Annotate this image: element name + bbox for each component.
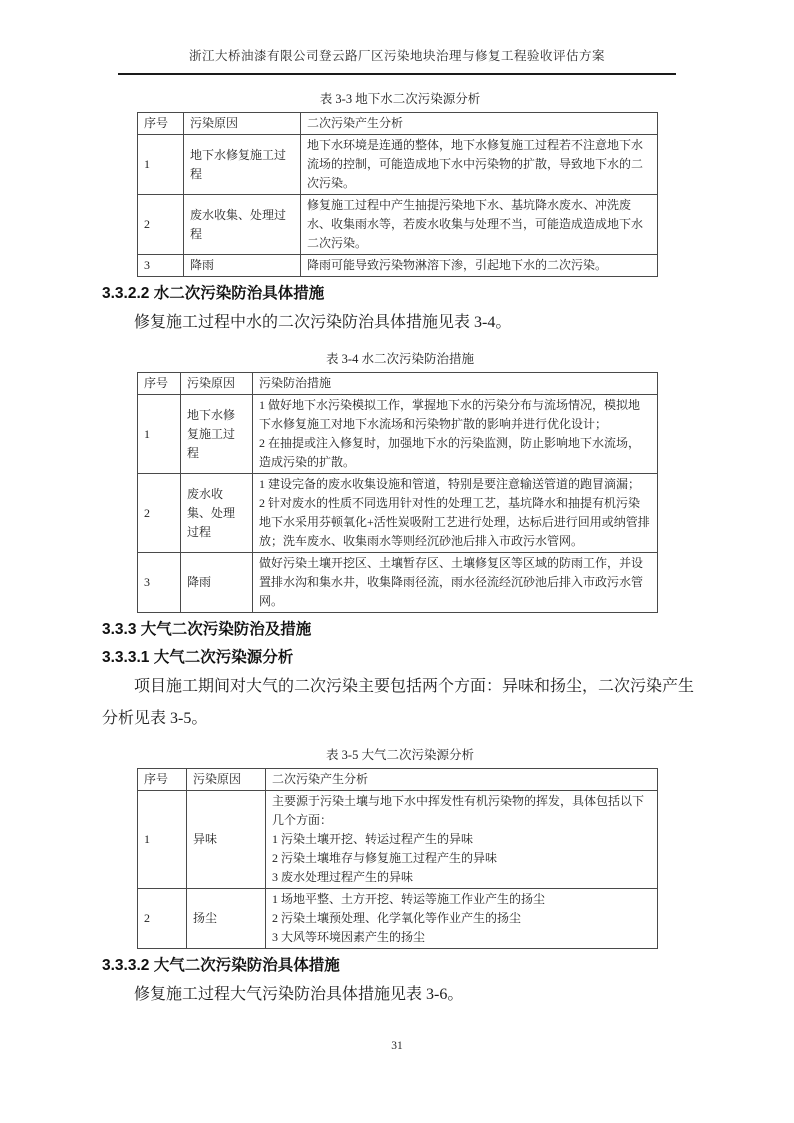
column-header-no: 序号 <box>138 769 187 791</box>
cell-analysis: 地下水环境是连通的整体，地下水修复施工过程若不注意地下水流场的控制，可能造成地下水中污染物的扩散，导致地下水的二次污染。 <box>301 135 658 195</box>
analysis-item: 2 污染土壤预处理、化学氧化等作业产生的扬尘 <box>272 911 522 925</box>
cell-no: 1 <box>138 791 187 889</box>
cell-no: 2 <box>138 195 184 255</box>
analysis-item: 1 场地平整、土方开挖、转运等施工作业产生的扬尘 <box>272 892 546 906</box>
measure-item: 做好污染土壤开挖区、土壤暂存区、土壤修复区等区域的防雨工作，并设置排水沟和集水井，收集降雨径流，雨水径流经沉砂池后排入市政污水管网。 <box>259 556 644 608</box>
paragraph-3-3-3-1: 项目施工期间对大气的二次污染主要包括两个方面：异味和扬尘，二次污染产生分析见表 3-5。 <box>102 678 695 727</box>
cell-measures <box>253 474 658 553</box>
table-row <box>138 791 658 889</box>
section-heading-3-3-3-2: 3.3.3.2 大气二次污染防治具体措施 <box>102 957 340 974</box>
paragraph-3-3-3-2: 修复施工过程大气污染防治具体措施见表 3-6。 <box>134 986 464 1003</box>
table-row <box>138 889 658 949</box>
cell-no: 1 <box>138 135 184 195</box>
table-3-4-title: 表 3-4 水二次污染防治措施 <box>326 352 474 366</box>
table-row <box>138 195 658 255</box>
table-3-3 <box>137 112 658 277</box>
cell-cause: 废水收集、处理过程 <box>181 474 253 553</box>
cell-no: 2 <box>138 474 181 553</box>
cell-measures <box>253 395 658 474</box>
section-heading-3-3-3-1: 3.3.3.1 大气二次污染源分析 <box>102 649 294 666</box>
header-title: 浙江大桥油漆有限公司登云路厂区污染地块治理与修复工程验收评估方案 <box>188 49 605 63</box>
cell-cause: 降雨 <box>184 255 301 277</box>
table-row <box>138 255 658 277</box>
analysis-item: 3 大风等环境因素产生的扬尘 <box>272 930 426 944</box>
section-heading-3-3-3: 3.3.3 大气二次污染防治及措施 <box>102 621 312 638</box>
table-row <box>138 395 658 474</box>
column-header-analysis: 二次污染产生分析 <box>301 113 658 135</box>
measure-item: 1 建设完备的废水收集设施和管道，特别是要注意输送管道的跑冒滴漏； <box>259 477 641 491</box>
cell-no: 1 <box>138 395 181 474</box>
table-3-3-title: 表 3-3 地下水二次污染源分析 <box>319 92 481 106</box>
column-header-cause: 污染原因 <box>187 769 266 791</box>
paragraph-3-3-2-2: 修复施工过程中水的二次污染防治具体措施见表 3-4。 <box>134 314 512 331</box>
section-heading-3-3-2-2: 3.3.2.2 水二次污染防治具体措施 <box>102 285 325 302</box>
table-3-5-title: 表 3-5 大气二次污染源分析 <box>326 748 474 762</box>
table-row <box>138 553 658 613</box>
table-3-3-header-row <box>138 113 658 135</box>
table-row <box>138 474 658 553</box>
analysis-item: 3 废水处理过程产生的异味 <box>272 870 414 884</box>
cell-cause: 扬尘 <box>187 889 266 949</box>
column-header-cause: 污染原因 <box>184 113 301 135</box>
document-body <box>102 89 698 1011</box>
measure-item: 1 做好地下水污染模拟工作，掌握地下水的污染分布与流场情况，模拟地下水修复施工对地下水流场和污染物扩散的影响并进行优化设计； <box>259 398 641 431</box>
document-header <box>118 46 676 75</box>
column-header-measures: 污染防治措施 <box>253 373 658 395</box>
cell-analysis: 降雨可能导致污染物淋溶下渗，引起地下水的二次污染。 <box>301 255 658 277</box>
cell-no: 3 <box>138 553 181 613</box>
analysis-item: 2 污染土壤堆存与修复施工过程产生的异味 <box>272 851 498 865</box>
cell-cause: 异味 <box>187 791 266 889</box>
column-header-cause: 污染原因 <box>181 373 253 395</box>
table-3-5 <box>137 768 658 949</box>
column-header-no: 序号 <box>138 113 184 135</box>
analysis-item: 1 污染土壤开挖、转运过程产生的异味 <box>272 832 474 846</box>
table-3-5-header-row <box>138 769 658 791</box>
cell-cause: 地下水修复施工过程 <box>184 135 301 195</box>
cell-analysis <box>266 791 658 889</box>
cell-cause: 废水收集、处理过程 <box>184 195 301 255</box>
analysis-item: 主要源于污染土壤与地下水中挥发性有机污染物的挥发，具体包括以下几个方面： <box>272 794 645 827</box>
column-header-analysis: 二次污染产生分析 <box>266 769 658 791</box>
table-3-4-header-row <box>138 373 658 395</box>
cell-analysis <box>266 889 658 949</box>
cell-cause: 地下水修复施工过程 <box>181 395 253 474</box>
column-header-no: 序号 <box>138 373 181 395</box>
measure-item: 2 针对废水的性质不同选用针对性的处理工艺，基坑降水和抽提有机污染地下水采用芬顿氧化+活性炭吸附工艺进行处理，达标后进行回用或纳管排放；洗车废水、收集雨水等则经沉砂池后排入市政污水管网。 <box>259 496 650 548</box>
table-row <box>138 135 658 195</box>
cell-analysis: 修复施工过程中产生抽提污染地下水、基坑降水废水、冲洗废水、收集雨水等，若废水收集与处理不当，可能造成造成地下水二次污染。 <box>301 195 658 255</box>
cell-cause: 降雨 <box>181 553 253 613</box>
table-3-4 <box>137 372 658 613</box>
cell-no: 3 <box>138 255 184 277</box>
cell-no: 2 <box>138 889 187 949</box>
page-number: 31 <box>391 1040 403 1052</box>
cell-measures <box>253 553 658 613</box>
measure-item: 2 在抽提或注入修复时，加强地下水的污染监测，防止影响地下水流场，造成污染的扩散。 <box>259 436 641 469</box>
